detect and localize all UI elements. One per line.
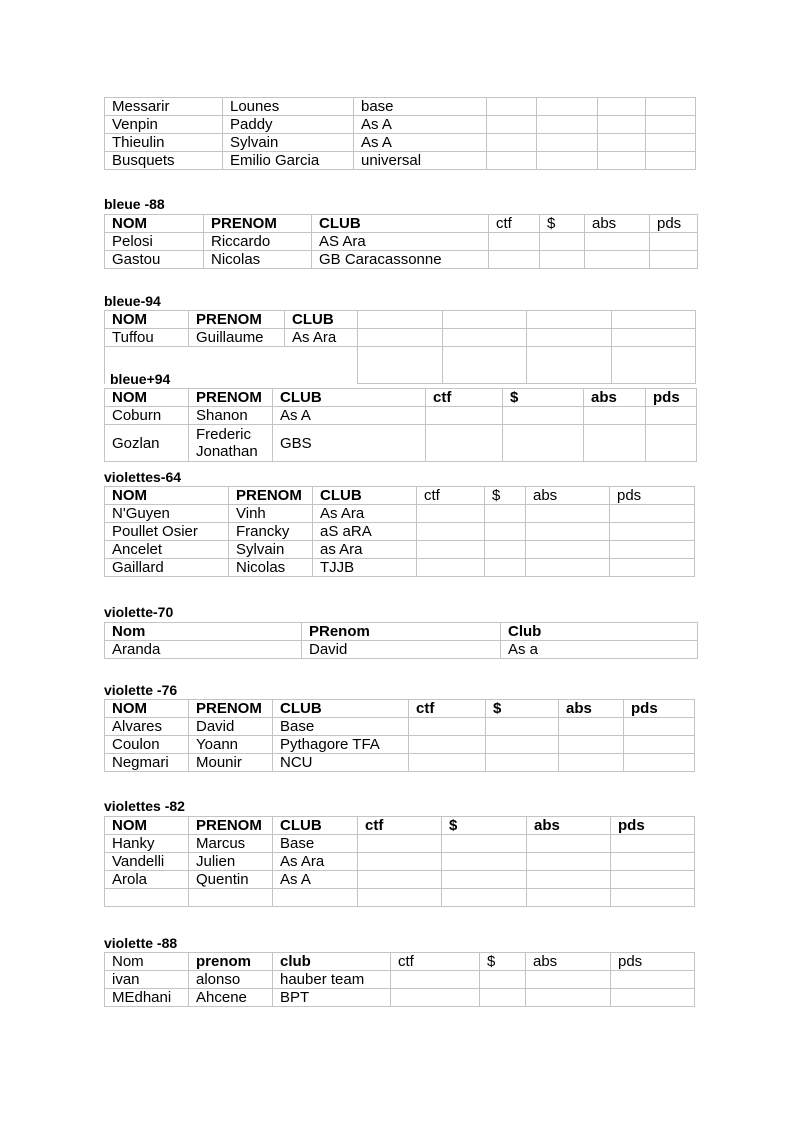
table-row: Coburn Shanon As A (105, 407, 697, 425)
section-title-violettes-64: violettes-64 (104, 469, 182, 485)
table-row: Aranda David As a (105, 641, 698, 659)
table-row: ivan alonso hauber team (105, 971, 695, 989)
table-violette-88 (104, 952, 695, 1007)
table-row (105, 98, 696, 116)
cell-nom: Busquets (105, 152, 223, 170)
table-header-row: NOM PRENOM CLUB ctf $ abs pds (105, 817, 695, 835)
table-header-row: Nom prenom club ctf $ abs pds (105, 953, 695, 971)
table-bleue-94 (104, 310, 696, 384)
cell-nom: Venpin (105, 116, 223, 134)
section-title-violettes-82: violettes -82 (104, 798, 185, 814)
table-row (105, 116, 696, 134)
table-row: N'Guyen Vinh As Ara (105, 505, 695, 523)
table-row: Gaillard Nicolas TJJB (105, 559, 695, 577)
table-row: Coulon Yoann Pythagore TFA (105, 736, 695, 754)
table-violettes-82 (104, 816, 695, 907)
cell-prenom: Sylvain (223, 134, 354, 152)
cell-club: As A (354, 134, 487, 152)
table-header-row: NOM PRENOM CLUB ctf $ abs pds (105, 389, 697, 407)
table-header-row: NOM PRENOM CLUB (105, 311, 696, 329)
section-title-bleue-p94: bleue+94 (110, 371, 171, 387)
table-row: Arola Quentin As A (105, 871, 695, 889)
table-header-row: NOM PRENOM CLUB ctf $ abs pds (105, 700, 695, 718)
table-row: Hanky Marcus Base (105, 835, 695, 853)
table-row: Alvares David Base (105, 718, 695, 736)
table-header-row: Nom PRenom Club (105, 623, 698, 641)
table-row (105, 134, 696, 152)
section-title-violette-88: violette -88 (104, 935, 178, 951)
table-row: Ancelet Sylvain as Ara (105, 541, 695, 559)
table-header-row: NOM PRENOM CLUB ctf $ abs pds (105, 487, 695, 505)
cell-club: universal (354, 152, 487, 170)
table-bleue-88 (104, 214, 698, 269)
table-row (105, 152, 696, 170)
section-title-violette-70: violette-70 (104, 604, 174, 620)
cell-prenom: Paddy (223, 116, 354, 134)
table-row: Vandelli Julien As Ara (105, 853, 695, 871)
cell-prenom: Lounes (223, 98, 354, 116)
table-row: Gastou Nicolas GB Caracassonne (105, 251, 698, 269)
table-row (105, 889, 695, 907)
table-row: Tuffou Guillaume As Ara (105, 329, 696, 347)
table-row (105, 347, 696, 384)
section-title-violette-76: violette -76 (104, 682, 178, 698)
table-violette-70 (104, 622, 698, 659)
cell-club: base (354, 98, 487, 116)
table-row: MEdhani Ahcene BPT (105, 989, 695, 1007)
table-violette-76 (104, 699, 695, 772)
cell-club: As A (354, 116, 487, 134)
cell-nom: Messarir (105, 98, 223, 116)
table-violettes-64 (104, 486, 695, 577)
section-title-bleue-94: bleue-94 (104, 293, 161, 309)
table-continuation (104, 97, 696, 170)
section-title-bleue-88: bleue -88 (104, 196, 165, 212)
table-bleue-p94 (104, 388, 697, 462)
cell-nom: Thieulin (105, 134, 223, 152)
table-row: Gozlan Frederic Jonathan GBS (105, 425, 697, 462)
table-row: Pelosi Riccardo AS Ara (105, 233, 698, 251)
table-header-row: NOM PRENOM CLUB ctf $ abs pds (105, 215, 698, 233)
table-row: Negmari Mounir NCU (105, 754, 695, 772)
table-row: Poullet Osier Francky aS aRA (105, 523, 695, 541)
cell-prenom: Emilio Garcia (223, 152, 354, 170)
